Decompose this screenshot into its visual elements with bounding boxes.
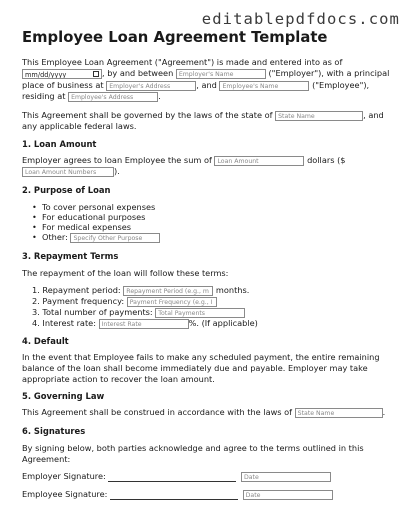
page-title: Employee Loan Agreement Template: [22, 29, 328, 46]
purpose-item: • For medical expenses: [42, 222, 131, 233]
default-text-line: appropriate action to recover the loan amount.: [22, 374, 215, 384]
employer-signature-row: Employer Signature: Date: [22, 471, 331, 482]
governing-law-line: This Agreement shall be construed in accordance with the laws of State Name .: [22, 407, 386, 417]
section-2-heading: 2. Purpose of Loan: [22, 185, 111, 195]
employer-name-field[interactable]: Employer's Name: [176, 69, 266, 79]
repayment-intro: The repayment of the loan will follow these terms:: [22, 268, 229, 278]
repayment-period-item: 1. Repayment period: Repayment Period (e.g., m months.: [32, 285, 250, 295]
agreement-date-field[interactable]: mm/dd/yyyy: [22, 69, 102, 79]
purpose-item-other: • Other: Specify Other Purpose: [42, 232, 160, 243]
signatures-text-line: Agreement:: [22, 454, 71, 464]
interest-rate-field[interactable]: Interest Rate: [99, 319, 189, 329]
default-text-line: In the event that Employee fails to make any scheduled payment, the entire remaining: [22, 352, 380, 362]
section-4-heading: 4. Default: [22, 336, 69, 346]
intro-line-2: mm/dd/yyyy , by and between Employer's Name ("Employer"), with a principal: [22, 68, 389, 79]
employee-name-field[interactable]: Employee's Name: [219, 81, 309, 91]
employee-signature-row: Employee Signature: Date: [22, 489, 333, 500]
section-5-heading: 5. Governing Law: [22, 391, 105, 401]
intro-line-4: residing at Employee's Address .: [22, 91, 161, 101]
employer-signature-line[interactable]: [108, 472, 236, 482]
section-6-heading: 6. Signatures: [22, 426, 86, 436]
employee-address-field[interactable]: Employee's Address: [68, 92, 158, 102]
employee-signature-line[interactable]: [110, 490, 238, 500]
purpose-item: • For educational purposes: [42, 212, 145, 223]
intro-line-1: This Employee Loan Agreement ("Agreement") is made and entered into as of: [22, 57, 343, 67]
loan-amount-line-2: Loan Amount Numbers ).: [22, 166, 120, 177]
governing-law-state-field[interactable]: State Name: [295, 408, 383, 418]
employer-date-field[interactable]: Date: [241, 472, 331, 482]
payment-frequency-field[interactable]: Payment Frequency (e.g., I: [127, 297, 217, 307]
calendar-icon: [93, 71, 99, 77]
total-payments-item: 3. Total number of payments: Total Payments: [32, 307, 245, 318]
section-1-heading: 1. Loan Amount: [22, 139, 97, 149]
other-purpose-field[interactable]: Specify Other Purpose: [70, 233, 160, 243]
governing-line-2: any applicable federal laws.: [22, 121, 137, 131]
payment-frequency-item: 2. Payment frequency: Payment Frequency (e.g., I: [32, 296, 217, 307]
site-watermark: editablepdfdocs.com: [201, 10, 400, 28]
section-3-heading: 3. Repayment Terms: [22, 251, 119, 261]
repayment-period-field[interactable]: Repayment Period (e.g., m: [123, 286, 213, 296]
governing-line-1: This Agreement shall be governed by the laws of the state of State Name , and: [22, 110, 384, 120]
loan-amount-line-1: Employer agrees to loan Employee the sum of Loan Amount dollars ($: [22, 155, 346, 165]
loan-amount-field[interactable]: Loan Amount: [214, 156, 304, 166]
default-text-line: balance of the loan shall become immediately due and payable. Employer may take: [22, 363, 368, 373]
governing-state-field[interactable]: State Name: [275, 111, 363, 121]
total-payments-field[interactable]: Total Payments: [155, 308, 245, 318]
employer-address-field[interactable]: Employer's Address: [106, 81, 196, 91]
loan-amount-numbers-field[interactable]: Loan Amount Numbers: [22, 167, 114, 177]
intro-line-3: place of business at Employer's Address , and Employee's Name ("Employee"),: [22, 80, 370, 90]
purpose-item: • To cover personal expenses: [42, 202, 155, 213]
signatures-text-line: By signing below, both parties acknowledge and agree to the terms outlined in this: [22, 443, 364, 453]
interest-rate-item: 4. Interest rate: Interest Rate %. (If applicable): [32, 318, 258, 328]
employee-date-field[interactable]: Date: [243, 490, 333, 500]
